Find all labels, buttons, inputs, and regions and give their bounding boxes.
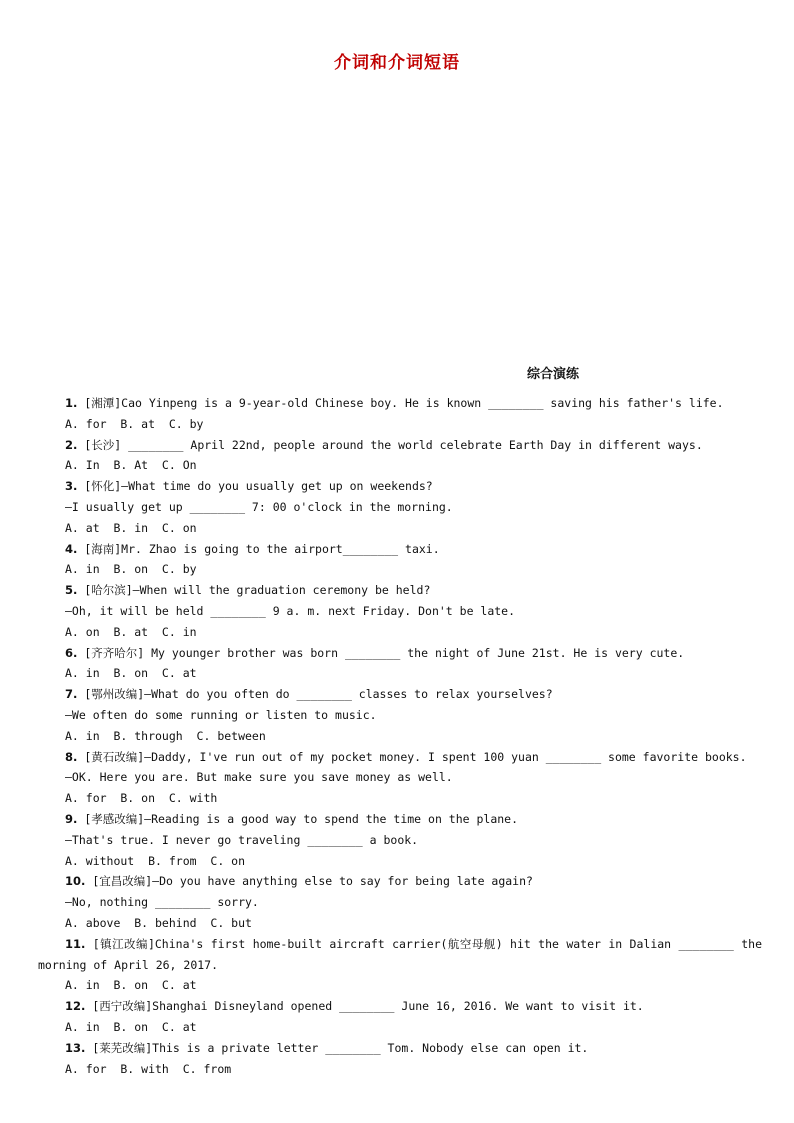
question-number: 13.: [65, 1040, 86, 1055]
question-number: 5.: [65, 583, 78, 598]
answer-options: A. for B. with C. from: [65, 1061, 232, 1076]
question-number: 4.: [65, 541, 78, 556]
answer-options: A. in B. on C. at: [65, 666, 197, 681]
question-stem: [38, 996, 762, 1017]
question-number: 9.: [65, 811, 78, 826]
dialogue-line: —We often do some running or listen to music.: [65, 707, 377, 722]
question-item: [38, 934, 769, 996]
answer-options: A. in B. through C. between: [65, 728, 266, 743]
question-stem: [38, 1038, 762, 1059]
question-item: [38, 809, 762, 871]
question-text: [鄂州改编]—What do you often do ________ classes to relax yourselves?: [84, 687, 553, 702]
question-stem: [38, 747, 762, 768]
question-text: [齐齐哈尔] My younger brother was born ________ the night of June 21st. He is very cute.: [84, 645, 685, 660]
question-stem: [38, 684, 762, 705]
question-item: [38, 580, 762, 642]
question-stem: [38, 476, 762, 497]
question-stem: [38, 871, 762, 892]
question-item: [38, 684, 762, 746]
question-text: [孝感改编]—Reading is a good way to spend the time on the plane.: [84, 811, 519, 826]
question-item: [38, 871, 762, 933]
question-text: [哈尔滨]—When will the graduation ceremony be held?: [84, 583, 431, 598]
question-number: 7.: [65, 687, 78, 702]
question-text: [西宁改编]Shanghai Disneyland opened ________ June 16, 2016. We want to visit it.: [92, 999, 644, 1014]
document-title: 介词和介词短语: [334, 53, 460, 73]
question-number: 8.: [65, 749, 78, 764]
answer-options: A. in B. on C. at: [65, 1019, 197, 1034]
answer-options: A. at B. in C. on: [65, 520, 197, 535]
dialogue-line: —No, nothing ________ sorry.: [65, 895, 259, 910]
question-number: 6.: [65, 645, 78, 660]
answer-options: A. In B. At C. On: [65, 458, 197, 473]
question-number: 11.: [65, 936, 86, 951]
question-stem: [38, 580, 762, 601]
question-item: [38, 643, 762, 685]
dialogue-line: —I usually get up ________ 7: 00 o'clock in the morning.: [65, 499, 453, 514]
question-text: [宜昌改编]—Do you have anything else to say for being late again?: [92, 874, 533, 889]
question-item: [38, 435, 762, 477]
question-text: [怀化]—What time do you usually get up on weekends?: [84, 479, 433, 494]
question-stem: [38, 643, 762, 664]
answer-options: A. on B. at C. in: [65, 624, 197, 639]
section-title: 综合演练: [527, 367, 580, 382]
answer-options: A. in B. on C. at: [65, 978, 197, 993]
question-item: [38, 747, 762, 809]
question-item: [38, 393, 762, 435]
question-list: [38, 393, 769, 1079]
dialogue-line: —OK. Here you are. But make sure you save money as well.: [65, 770, 453, 785]
dialogue-line: —That's true. I never go traveling ________ a book.: [65, 832, 419, 847]
question-text: [莱芜改编]This is a private letter ________ Tom. Nobody else can open it.: [92, 1040, 589, 1055]
question-item: [38, 539, 762, 581]
question-stem: [38, 393, 762, 414]
question-stem: [38, 809, 762, 830]
dialogue-line: —Oh, it will be held ________ 9 a. m. next Friday. Don't be late.: [65, 603, 516, 618]
question-stem: [38, 934, 769, 976]
question-item: [38, 996, 762, 1038]
question-item: [38, 476, 762, 538]
answer-options: A. for B. at C. by: [65, 416, 204, 431]
answer-options: A. above B. behind C. but: [65, 915, 252, 930]
answer-options: A. for B. on C. with: [65, 791, 218, 806]
question-text: [长沙] ________ April 22nd, people around the world celebrate Earth Day in different ways.: [84, 437, 703, 452]
question-stem: [38, 539, 762, 560]
question-text: [海南]Mr. Zhao is going to the airport________ taxi.: [84, 541, 440, 556]
question-text: [黄石改编]—Daddy, I've run out of my pocket money. I spent 100 yuan ________ some favorite books.: [84, 749, 747, 764]
question-stem: [38, 435, 762, 456]
answer-options: A. without B. from C. on: [65, 853, 246, 868]
question-number: 3.: [65, 479, 78, 494]
answer-options: A. in B. on C. by: [65, 562, 197, 577]
question-item: [38, 1038, 762, 1080]
question-number: 12.: [65, 999, 86, 1014]
question-number: 1.: [65, 396, 78, 410]
question-number: 10.: [65, 874, 86, 889]
question-text: [镇江改编]China's first home-built aircraft carrier(航空母舰) hit the water in Dalian ________ the morning of April 26, 2017.: [38, 936, 769, 972]
question-number: 2.: [65, 437, 78, 452]
question-text: [湘潭]Cao Yinpeng is a 9-year-old Chinese boy. He is known ________ saving his father's life.: [84, 396, 724, 410]
